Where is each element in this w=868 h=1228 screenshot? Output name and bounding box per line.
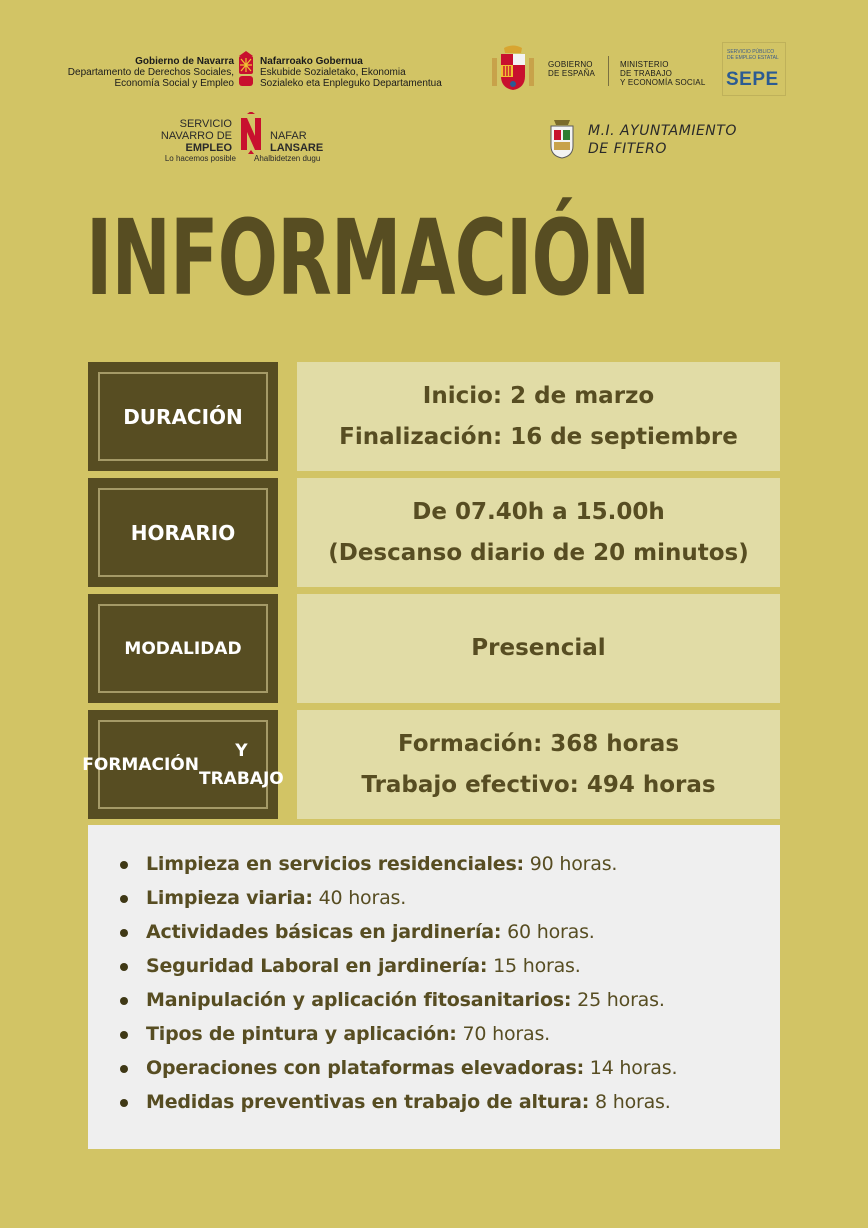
duracion-line: Inicio: 2 de marzo [422,382,655,409]
servicio-navarro-empleo-logo [150,110,340,166]
sepe-small-text: SERVICIO PÚBLICO DE EMPLEO ESTATAL [727,49,779,61]
formacion-value [297,710,780,819]
list-item: Manipulación y aplicación fitosanitarios: 25 horas. [116,983,780,1017]
divider [608,56,609,86]
list-item: Limpieza en servicios residenciales: 90 horas. [116,847,780,881]
ministerio-text: MINISTERIO DE TRABAJO Y ECONOMÍA SOCIAL [620,60,706,87]
navarra-crest-icon [236,50,256,90]
fitero-crest-icon [548,116,576,160]
horario-label: HORARIO [98,488,268,577]
formacion-line: Trabajo efectivo: 494 horas [361,771,716,798]
modalidad-label-box [88,594,278,703]
sne-tagline-eu: Ahalbidetzen dugu [254,154,321,163]
horario-line: (Descanso diario de 20 minutos) [328,539,749,566]
sne-text-eu: NAFAR LANSARE [270,130,324,154]
horario-value [297,478,780,587]
modules-list [88,825,780,1119]
gobierno-navarra-logo [58,50,448,94]
list-item: Limpieza viaria: 40 horas. [116,881,780,915]
horario-line: De 07.40h a 15.00h [412,498,665,525]
formacion-label-box [82,710,284,819]
ayuntamiento-fitero-logo [548,116,748,164]
list-item: Operaciones con plataformas elevadoras: 14 horas. [116,1051,780,1085]
formacion-label: FORMACIÓN Y TRABAJO [98,720,268,809]
modalidad-value [297,594,780,703]
gobierno-espana-text: GOBIERNO DE ESPAÑA [548,60,595,78]
sne-n-logo-icon [238,112,264,156]
formacion-line: Formación: 368 horas [397,730,680,757]
modules-panel [88,825,780,1149]
navarra-text-es: Gobierno de Navarra Departamento de Derechos Sociales, Economía Social y Empleo [67,56,234,89]
sepe-logo [722,42,786,96]
modalidad-line: Presencial [471,635,606,661]
fitero-text: M.I. AYUNTAMIENTO DE FITERO [588,123,737,157]
horario-label-box [88,478,278,587]
gobierno-espana-logo [490,44,710,98]
list-item: Medidas preventivas en trabajo de altura: 8 horas. [116,1085,780,1119]
modalidad-label: MODALIDAD [98,604,268,693]
duracion-value [297,362,780,471]
duracion-label: DURACIÓN [98,372,268,461]
list-item: Tipos de pintura y aplicación: 70 horas. [116,1017,780,1051]
sne-tagline-es: Lo hacemos posible [164,154,236,163]
navarra-text-eu: Nafarroako Gobernua Eskubide Sozialetako, Ekonomia Sozialeko eta Enpleguko Departamentua [260,56,442,89]
duracion-label-box [88,362,278,471]
sne-text-es: SERVICIO NAVARRO DE EMPLEO [160,118,232,154]
page-title: INFORMACIÓN [86,197,650,319]
list-item: Seguridad Laboral en jardinería: 15 horas. [116,949,780,983]
spain-coat-of-arms-icon [490,44,536,94]
duracion-line: Finalización: 16 de septiembre [339,423,738,450]
list-item: Actividades básicas en jardinería: 60 horas. [116,915,780,949]
sepe-wordmark: SEPE [726,69,779,90]
